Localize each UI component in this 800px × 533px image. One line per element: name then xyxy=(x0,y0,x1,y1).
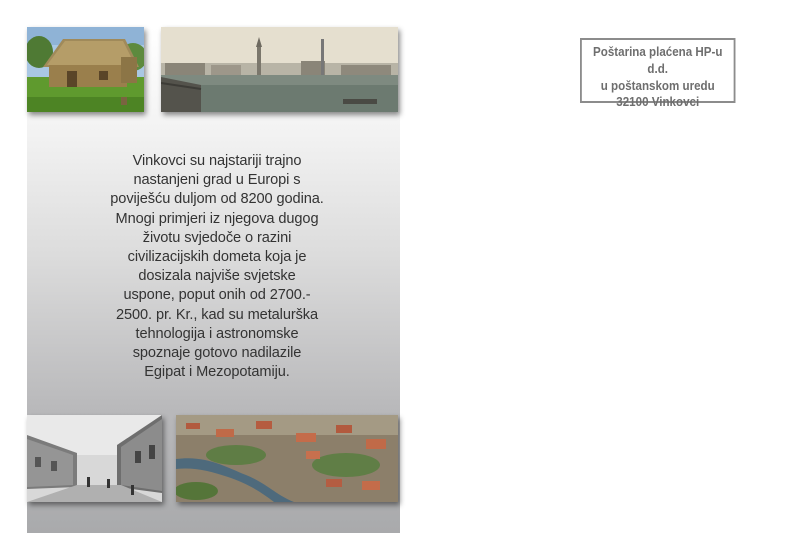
text-line: spoznaje gotovo nadilazile xyxy=(132,345,302,362)
text-line: 2500. pr. Kr., kad su metalurška xyxy=(115,306,319,323)
postage-paid-stamp xyxy=(580,38,735,110)
text-line: uspone, poput onih od 2700.- xyxy=(123,287,311,304)
text-line: civilizacijskih dometa koja je xyxy=(127,249,307,266)
text-line: Mnogi primjeri iz njegova dugog xyxy=(115,210,319,227)
text-line: nastanjeni grad u Europi s xyxy=(133,172,301,189)
text-line: Vinkovci su najstariji trajno xyxy=(132,153,302,169)
text-line: životu svjedoče o razini xyxy=(142,229,292,246)
river-town-photo xyxy=(161,27,398,112)
old-street-photo xyxy=(27,415,162,502)
text-line: Egipat i Mezopotamiju. xyxy=(144,364,290,381)
thatched-hut-photo xyxy=(27,27,144,112)
stamp-line-3: 32100 Vinkovci xyxy=(616,95,700,110)
stamp-line-1: Poštarina plaćena HP-u d.d. xyxy=(593,45,723,76)
front-description-text xyxy=(90,152,344,382)
text-line: tehnologija i astronomske xyxy=(135,325,299,342)
text-line: poviješću duljom od 8200 godina. xyxy=(110,191,324,208)
stamp-line-2: u poštanskom uredu xyxy=(600,78,715,93)
text-line: dosizala najviše svjetske xyxy=(138,268,296,285)
aerial-town-photo xyxy=(176,415,398,502)
